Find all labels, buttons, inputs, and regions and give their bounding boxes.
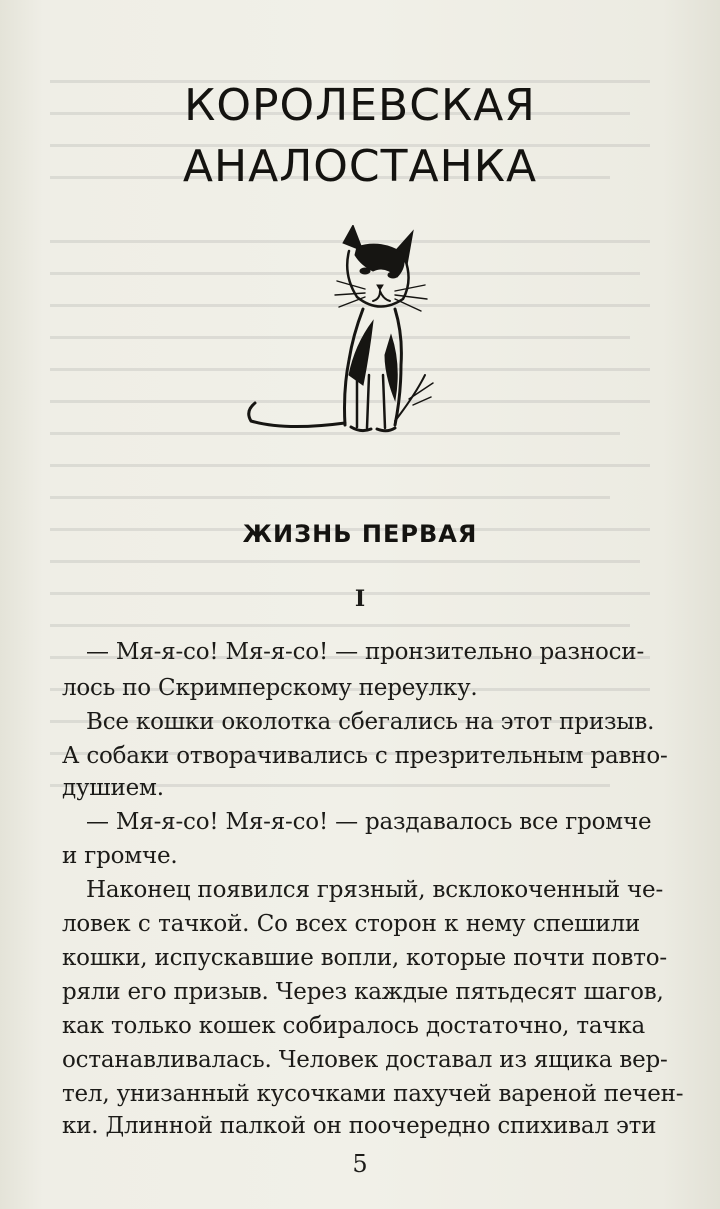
story-title-line-1: КОРОЛЕВСКАЯ	[184, 80, 536, 131]
text-line: ряли его призыв. Через каждые пятьдесят шагов,	[62, 979, 664, 1005]
text-line: тел, унизанный кусочками пахучей вареной печен-	[62, 1081, 684, 1107]
text-line: кошки, испускавшие вопли, которые почти повто-	[62, 945, 668, 971]
text-line: останавливалась. Человек доставал из ящика вер-	[62, 1047, 668, 1073]
text-line: ки. Длинной палкой он поочередно спихивал эти	[62, 1113, 657, 1139]
chapter-heading: ЖИЗНЬ ПЕРВАЯ	[242, 520, 478, 548]
text-line: ловек с тачкой. Со всех сторон к нему спешили	[62, 911, 640, 937]
text-line: — Мя-я-со! Мя-я-со! — пронзительно разноси-	[86, 639, 645, 665]
text-line: Все кошки околотка сбегались на этот призыв.	[86, 709, 655, 735]
cat-illustration	[245, 225, 435, 440]
story-title-line-2: АНАЛОСТАНКА	[182, 141, 538, 192]
text-line: как только кошек собиралось достаточно, тачка	[62, 1013, 646, 1039]
text-line: и громче.	[62, 843, 178, 869]
text-line: душием.	[62, 775, 164, 801]
section-number: I	[354, 586, 366, 612]
page-number: 5	[352, 1150, 368, 1178]
text-line: — Мя-я-со! Мя-я-со! — раздавалось все громче	[86, 809, 652, 835]
text-line: Наконец появился грязный, всклокоченный че-	[86, 877, 664, 903]
text-line: лось по Скримперскому переулку.	[62, 675, 478, 701]
text-line: А собаки отворачивались с презрительным равно-	[62, 743, 668, 769]
